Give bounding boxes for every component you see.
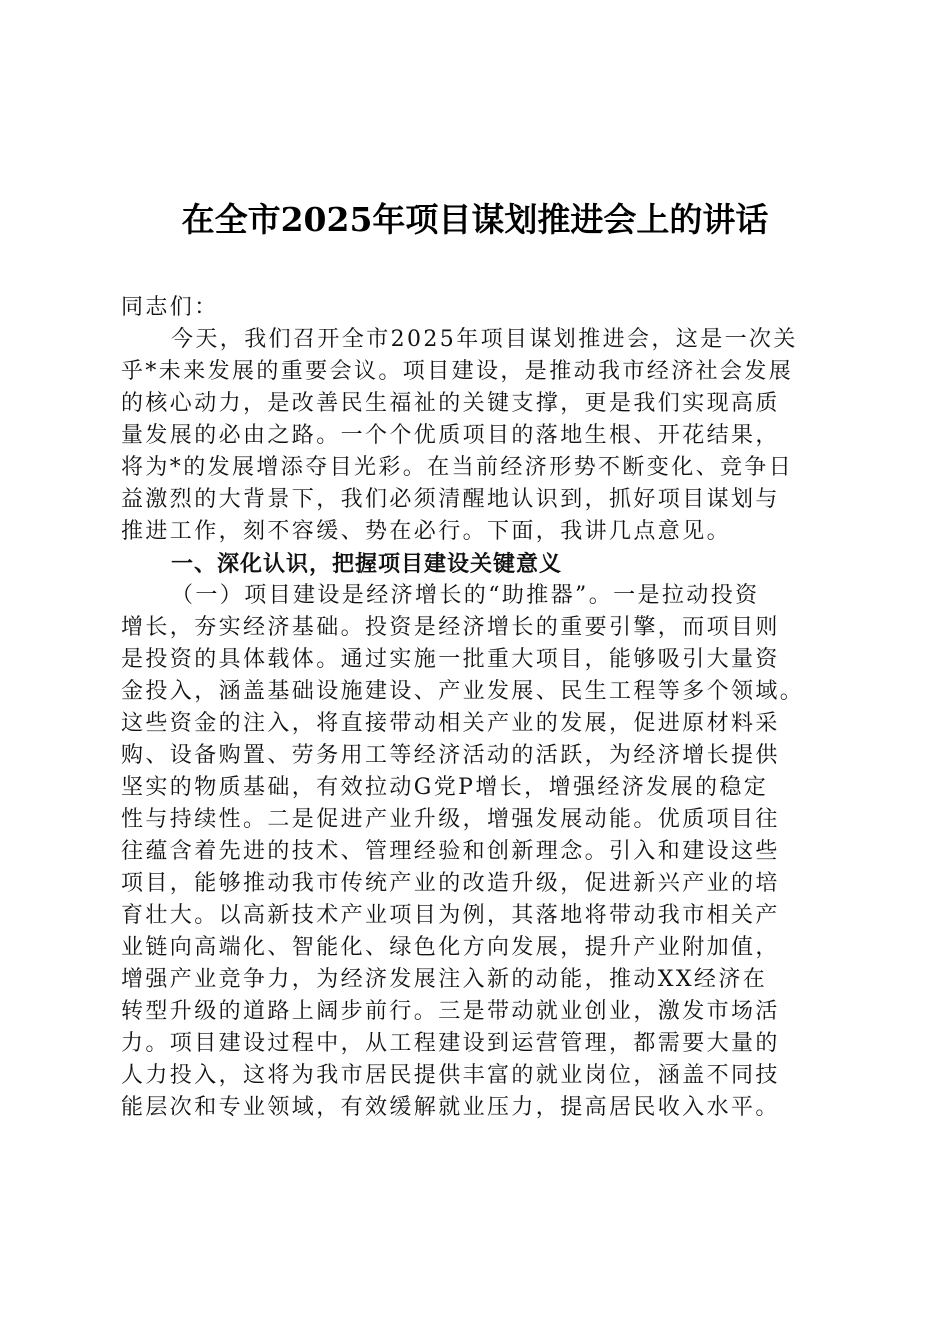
text-line: 乎*未来发展的重要会议。项目建设，是推动我市经济社会发展 <box>121 359 794 384</box>
section-heading: 一、深化认识，把握项目建设关键意义 <box>171 551 563 577</box>
text-line: 量发展的必由之路。一个个优质项目的落地生根、开花结果， <box>121 423 780 448</box>
text-line: 项目，能够推动我市传统产业的改造升级，促进新兴产业的培 <box>121 871 780 896</box>
paragraph-lines <box>121 324 826 1124</box>
text-line: 人力投入，这将为我市居民提供丰富的就业岗位，涵盖不同技 <box>121 1063 780 1088</box>
text-line: 育壮大。以高新技术产业项目为例，其落地将带动我市相关产 <box>121 903 780 928</box>
text-line: 益激烈的大背景下，我们必须清醒地认识到，抓好项目谋划与 <box>121 487 780 512</box>
text-line: 业链向高端化、智能化、绿色化方向发展，提升产业附加值， <box>121 935 780 960</box>
text-line: （一）项目建设是经济增长的“助推器”。一是拉动投资 <box>171 583 760 608</box>
page-title: 在全市2025年项目谋划推进会上的讲话 <box>181 200 769 239</box>
document-body <box>121 292 826 1124</box>
text-line: 金投入，涵盖基础设施建设、产业发展、民生工程等多个领域。 <box>121 679 805 704</box>
text-line: 坚实的物质基础，有效拉动G党P增长，增强经济发展的稳定 <box>121 775 769 800</box>
text-line: 增强产业竞争力，为经济发展注入新的动能，推动XX经济在 <box>121 967 768 992</box>
text-line: 购、设备购置、劳务用工等经济活动的活跃，为经济增长提供 <box>121 743 780 768</box>
text-line: 力。项目建设过程中，从工程建设到运营管理，都需要大量的 <box>121 1031 780 1056</box>
text-line: 往蕴含着先进的技术、管理经验和创新理念。引入和建设这些 <box>121 839 780 864</box>
text-line: 性与持续性。二是促进产业升级，增强发展动能。优质项目往 <box>121 807 780 832</box>
text-line: 增长，夯实经济基础。投资是经济增长的重要引擎，而项目则 <box>121 615 780 640</box>
greeting: 同志们： <box>121 295 219 320</box>
text-line: 转型升级的道路上阔步前行。三是带动就业创业，激发市场活 <box>121 999 780 1024</box>
text-line: 的核心动力，是改善民生福祉的关键支撑，更是我们实现高质 <box>121 391 780 416</box>
text-line: 这些资金的注入，将直接带动相关产业的发展，促进原材料采 <box>121 711 780 736</box>
text-line: 今天，我们召开全市2025年项目谋划推进会，这是一次关 <box>171 327 798 352</box>
text-line: 是投资的具体载体。通过实施一批重大项目，能够吸引大量资 <box>121 647 780 672</box>
text-line: 将为*的发展增添夺目光彩。在当前经济形势不断变化、竞争日 <box>121 455 794 480</box>
text-line: 推进工作，刻不容缓、势在必行。下面，我讲几点意见。 <box>121 519 732 544</box>
text-line: 能层次和专业领域，有效缓解就业压力，提高居民收入水平。 <box>121 1095 780 1120</box>
